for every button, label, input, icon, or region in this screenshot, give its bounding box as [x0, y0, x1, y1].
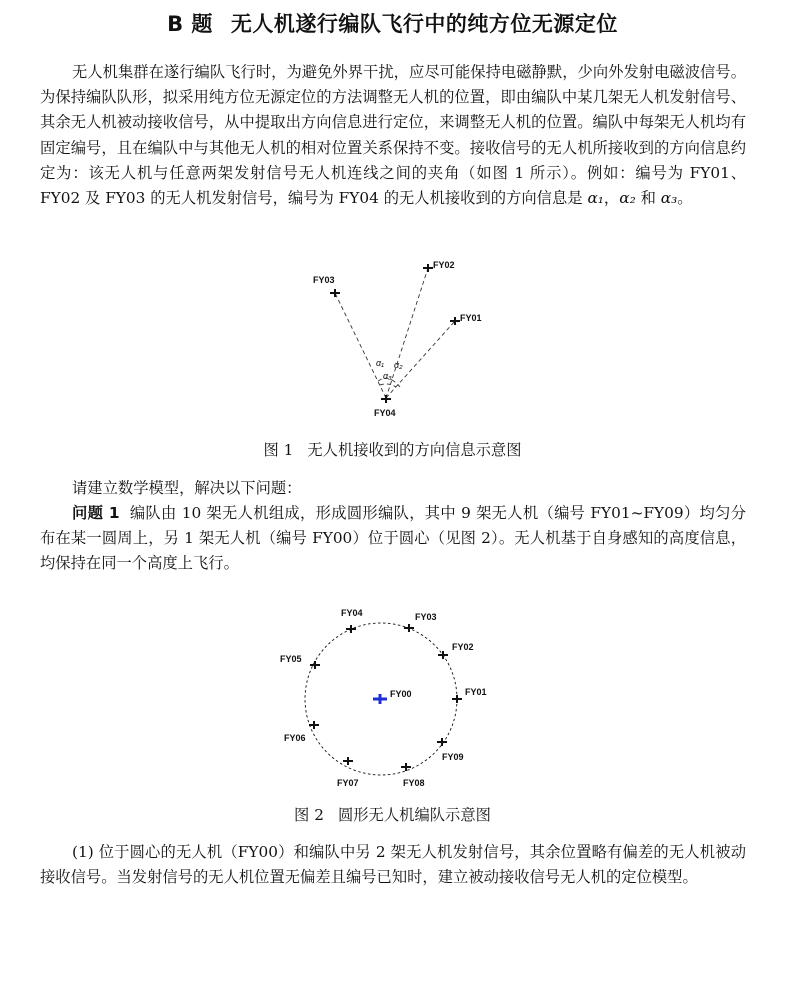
problem-1-text: 编队由 10 架无人机组成，形成圆形编队，其中 9 架无人机（编号 FY01~FY09）均匀分布在某一圆周上，另 1 架无人机（编号 FY00）位于圆心（见图 2）。无人机基于自身感知的高度信息，均保持在同一个高度上飞行。: [40, 504, 746, 573]
fig2-label-fy03: FY03: [415, 612, 437, 622]
title-text: 无人机遂行编队飞行中的纯方位无源定位: [230, 12, 618, 36]
fig2-label-fy07: FY07: [337, 778, 359, 788]
fig2-label-fy06: FY06: [284, 733, 306, 743]
figure-1-caption: [0, 438, 785, 460]
fig1-label-fy01: FY01: [460, 313, 482, 323]
and-word: 和: [635, 189, 661, 208]
alpha-3: α₃: [660, 189, 678, 208]
drone-fy04-icon: [381, 395, 391, 403]
figure-2-number: 图 2: [294, 806, 324, 824]
drone-fy06-icon: [309, 721, 319, 729]
paper-title: [0, 8, 785, 38]
drone-fy01-icon: [450, 317, 460, 325]
problem-code: B 题: [167, 12, 213, 36]
problem-1-paragraph: [40, 501, 746, 577]
drone-fy04-icon: [346, 625, 356, 633]
prompt-text: 请建立数学模型，解决以下问题：: [72, 479, 302, 497]
fig1-label-alpha2: α₂: [394, 360, 403, 370]
fig1-label-fy04: FY04: [374, 408, 396, 418]
line-fy04-fy03: [335, 293, 386, 398]
alpha-1: α₁: [587, 189, 604, 208]
separator: ，: [603, 189, 620, 208]
period: 。: [677, 189, 693, 208]
fig2-label-fy01: FY01: [465, 687, 487, 697]
drone-fy07-icon: [343, 757, 353, 765]
fig2-label-fy05: FY05: [280, 654, 302, 664]
arc-alpha-3: [380, 384, 396, 387]
drone-fy02-icon: [438, 651, 448, 659]
subquestion-1-text: (1) 位于圆心的无人机（FY00）和编队中另 2 架无人机发射信号，其余位置略有偏差的无人机被动接收信号。当发射信号的无人机位置无偏差且编号已知时，建立被动接收信号无人机的定位模型。: [40, 843, 746, 887]
intro-text: 无人机集群在遂行编队飞行时，为避免外界干扰，应尽可能保持电磁静默，少向外发射电磁波信号。为保持编队队形，拟采用纯方位无源定位的方法调整无人机的位置，即由编队中某几架无人机发射信号、其余无人机被动接收信号，从中提取出方向信息进行定位，来调整无人机的位置。编队中每架无人机均有固定编号，且在编队中与其他无人机的相对位置关系保持不变。接收信号的无人机所接收到的方向信息约定为：该无人机与任意两架发射信号无人机连线之间的夹角（如图 1 所示）。例如：编号为 FY01、FY02 及 FY03 的无人机发射信号，编号为 FY04 的无人机接收到的方向信息是: [40, 63, 746, 208]
drone-fy00-icon: [373, 694, 387, 704]
drone-fy02-icon: [423, 264, 433, 272]
problem-1-label: 问题 1: [72, 504, 120, 522]
line-fy04-fy02: [386, 268, 428, 398]
figure-2-title: 圆形无人机编队示意图: [337, 806, 491, 824]
drone-fy03-icon: [330, 289, 340, 297]
alpha-2: α₂: [619, 189, 636, 208]
intro-paragraph: [40, 60, 746, 211]
drone-fy03-icon: [404, 624, 414, 632]
figure-1-diagram: [300, 252, 500, 424]
fig1-label-alpha3: α₃: [383, 371, 392, 381]
fig2-label-fy09: FY09: [442, 752, 464, 762]
figure-1-number: 图 1: [263, 441, 294, 459]
fig2-label-fy08: FY08: [403, 778, 425, 788]
fig1-label-fy03: FY03: [313, 275, 335, 285]
fig2-label-fy04: FY04: [341, 608, 363, 618]
fig1-label-fy02: FY02: [433, 260, 455, 270]
figure-2-caption: [0, 803, 785, 825]
fig2-label-fy00: FY00: [390, 689, 412, 699]
figure-2-diagram: [270, 600, 500, 794]
figure-1-title: 无人机接收到的方向信息示意图: [307, 441, 522, 459]
drone-fy01-icon: [452, 695, 462, 703]
fig2-label-fy02: FY02: [452, 642, 474, 652]
fig1-label-alpha1: α₁: [376, 358, 384, 368]
arc-alpha-2: [392, 380, 400, 387]
